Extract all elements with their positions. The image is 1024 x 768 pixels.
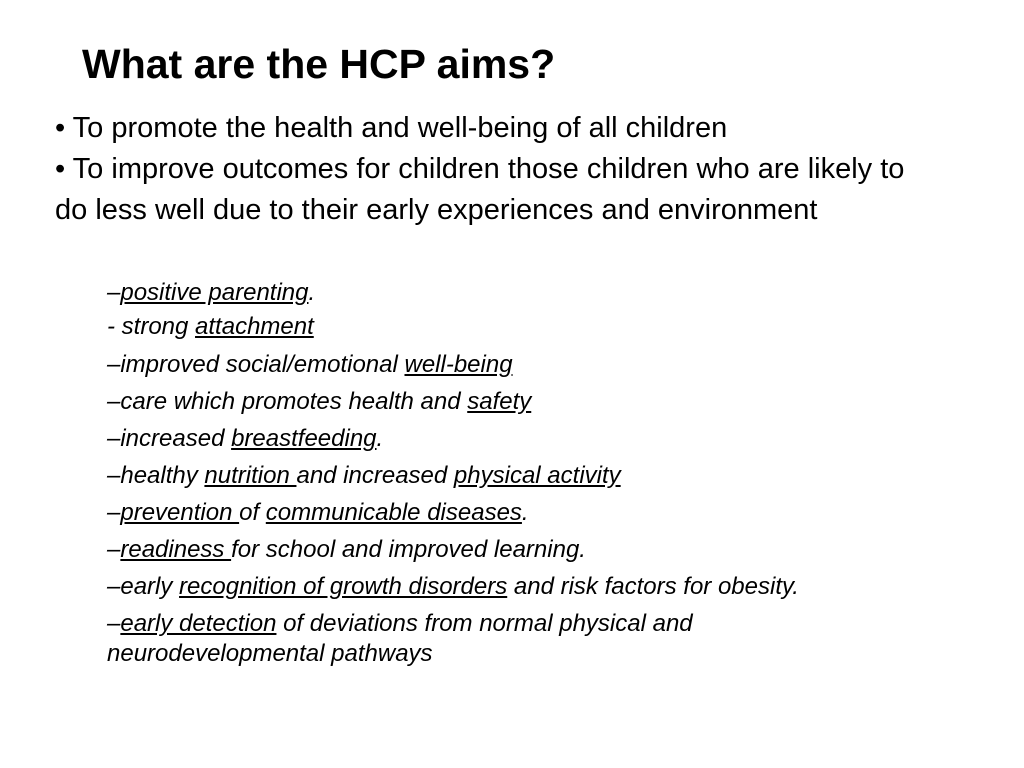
sub-item-link-text: recognition of growth disorders [179,573,508,600]
sub-item-link-text: well-being [404,351,513,378]
sub-item-text: – [107,536,121,563]
sub-item-text: . [308,279,316,306]
sub-item-text: and increased [296,462,454,489]
sub-item-link-text: physical activity [453,462,621,489]
sub-item-link-text: prevention [120,499,240,526]
sub-item-positive-parenting [107,278,867,308]
sub-item-link-text: breastfeeding [231,425,377,452]
sub-item-text: and risk factors for obesity. [507,573,799,600]
sub-item-link-text: nutrition [204,462,297,489]
sub-item-text: for school and improved learning. [231,536,586,563]
sub-item-wellbeing [107,350,867,380]
bullet-promote-health: • To promote the health and well-being of all children [55,112,728,144]
sub-item-link-text: communicable diseases [265,499,522,526]
sub-item-text: of [239,499,266,526]
sub-item-text: – [107,499,121,526]
sub-item-text: . [376,425,384,452]
slide-title: What are the HCP aims? [82,41,556,87]
sub-item-link-text: positive parenting [120,279,309,306]
main-bullet-list [55,108,915,231]
sub-item-text: . [521,499,529,526]
sub-item-safety [107,387,867,417]
sub-item-attachment [107,312,867,342]
sub-item-early-detection [107,609,867,669]
sub-item-link-text: readiness [120,536,232,563]
sub-item-growth-disorders [107,572,867,602]
sub-item-text: – [107,279,121,306]
sub-item-readiness [107,535,867,565]
bullet-improve-outcomes: • To improve outcomes for children those children who are likely to do less well due to their early experiences and environment [55,153,905,226]
sub-item-nutrition [107,461,867,491]
sub-item-breastfeeding [107,424,867,454]
sub-item-text: – [107,610,121,637]
sub-item-text: –improved social/emotional [107,351,405,378]
sub-item-text: –care which promotes health and [107,388,468,415]
sub-item-text: - strong [107,313,196,340]
sub-item-prevention [107,498,867,528]
sub-item-link-text: early detection [120,610,277,637]
sub-item-text: –healthy [107,462,205,489]
sub-item-list [107,278,867,669]
sub-item-text: –early [107,573,180,600]
sub-item-link-text: safety [467,388,532,415]
sub-item-text: –increased [107,425,232,452]
sub-item-link-text: attachment [195,313,314,340]
sub-item-text: of deviations from normal physical and neurodevelopmental pathways [107,610,693,667]
